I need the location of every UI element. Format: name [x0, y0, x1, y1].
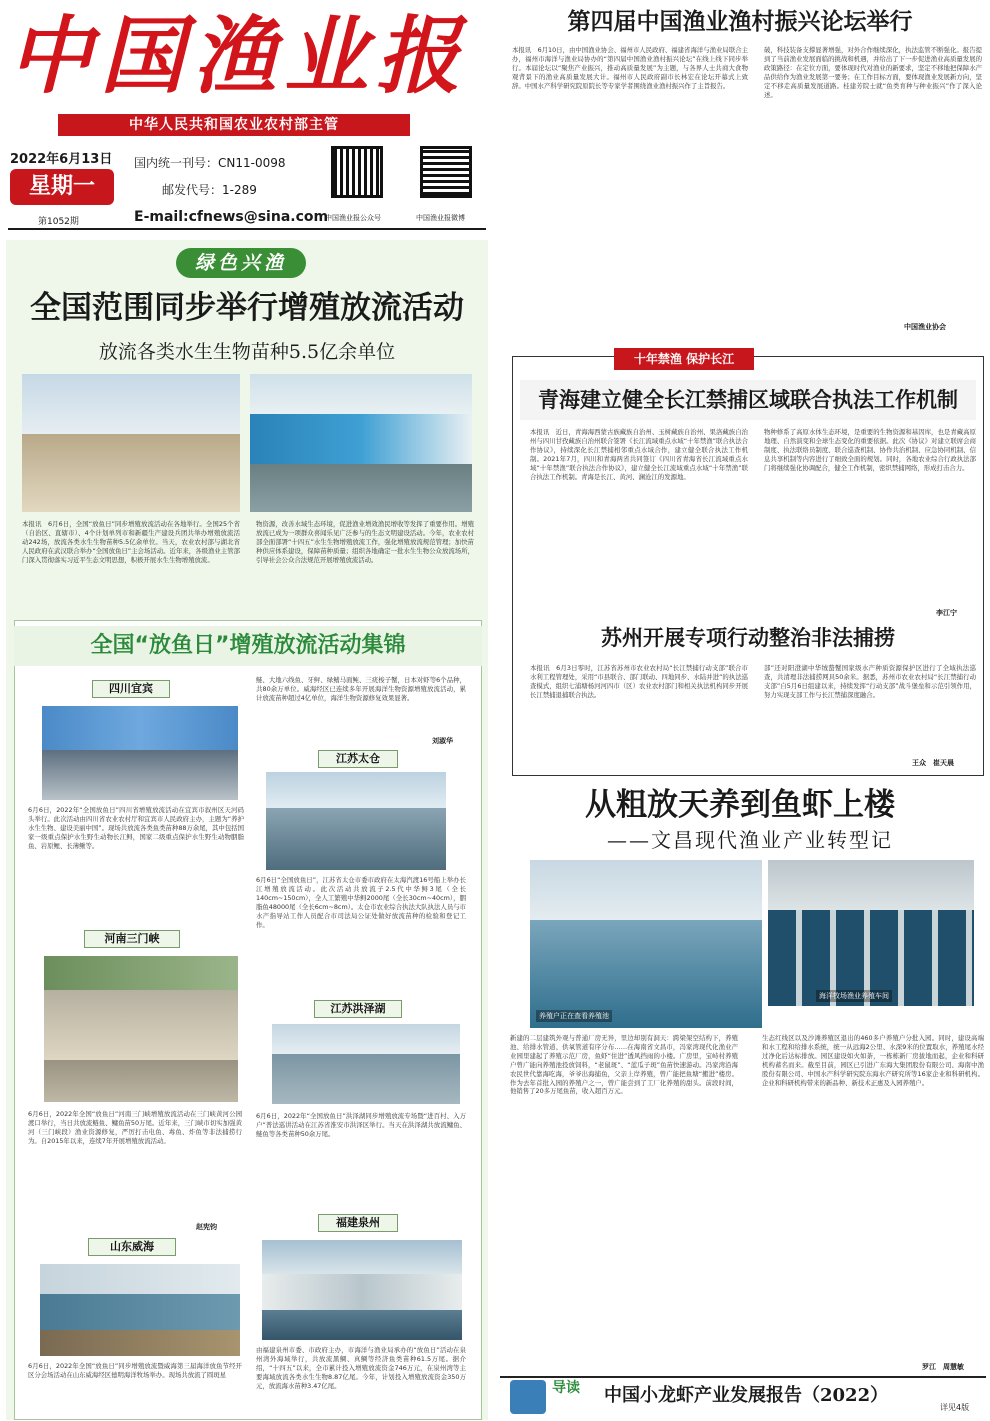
- wenchang-column-2: 生态红线区以及沙滩养殖区退出的460多户养殖户分批入园。同时，建设高端和水工程和给排水系统，统一从远海2公里、水深9米的位置取水，养殖尾水经过净化后达标排放。园区建设如火如荼，一栋栋新厂房拔地而起，企业和科研机构蓄名而来。截至目前，园区已引进广东海大集团股份有限公司、海南中渔股份有限公司、中国水产科学研究院东海水产研究所等16家企业和科研机构。企业和科研机构带来的新品种、新技术正惠及入园养殖户。: [762, 1034, 984, 1087]
- photo-taicang: [266, 772, 446, 870]
- collection-headline-bar: [14, 626, 482, 666]
- author-liu: 刘淑华: [432, 737, 453, 745]
- forum-column-1: 本报讯 6月10日，由中国渔业协会、福州市人民政府、福建省海洋与渔业局联合主办，福州市海洋与渔业局协办的“第四届中国渔业渔村振兴论坛”在线上线下同步举行。本届论坛以“聚焦产业振兴，推动高质量发展”为主题，与各界人士共商大食物观背景下的渔业高质量发展大计。福州市人民政府副市长林宏在论坛开幕式上致辞。中国水产科学研究院原院长等专家学者围绕渔业渔村振兴作了主旨报告。: [512, 46, 748, 90]
- newspaper-logo: 中国渔业报: [8, 6, 469, 105]
- yangtze-column-1: 本报讯 近日，青海海西蒙古族藏族自治州、玉树藏族自治州、果洛藏族自治州与四川甘孜藏族自治州联合签署《长江流域重点水域“十年禁渔”联合执法合作协议》，持续深化长江禁捕相邻重点水域合作，建立健全联合执法工作机制。2021年7月，四川和青海两省共同签订《四川省青海省长江流域重点水域“十年禁渔”联合执法合作协议》，建立健全长江流域重点水域“十年禁渔”联合执法工作机制。青海是长江、黄河、澜沧江的发源地。: [530, 428, 748, 481]
- suzhou-headline: 苏州开展专项行动整治非法捕捞: [601, 625, 895, 650]
- photo-henan: [44, 956, 238, 1102]
- caption-right: 海洋牧场渔业养殖车间: [816, 990, 892, 1002]
- wenchang-headline: 从粗放天养到鱼虾上楼: [585, 787, 895, 823]
- tag-henan: 河南三门峡: [84, 930, 180, 948]
- masthead-rule: [8, 228, 486, 230]
- issue-number: 第1052期: [38, 217, 79, 227]
- green-tag-text: 绿色兴渔: [194, 252, 287, 274]
- green-body-right: 物资源，改善水域生态环境，促进渔业增效渔民增收等发挥了重要作用。增殖放流已成为一项群众喜闻乐见广泛参与的生态文明建设活动。今年，农业农村部全面部署“十四五”水生生物增殖放流工作，强化增殖放流规范管理；加快苗种供应体系建设，保障苗种质量；组织各地确定一批水生生物公众放流场所，引导社会公众合法规范开展增殖放流活动。: [256, 520, 474, 564]
- text-taicang: 6月6日“全国放鱼日”，江苏省太仓市委市政府在太海汽渡16号船上举办长江增殖放流活动。此次活动共放流子2.5代中华鲟3尾（全长140cm~150cm），全人工繁殖中华鲟2000尾（全长30cm~40cm），胭脂鱼48000尾（全长6cm~8cm）。太仓市农业综合执法大队执法人员与市水产指导站工作人员配合市司法局公证处做好放流苗种的检验和登记工作。: [256, 876, 466, 929]
- green-subhead: 放流各类水生生物苗种5.5亿余单位: [98, 341, 396, 363]
- collection-headline: 全国“放鱼日”增殖放流活动集锦: [90, 633, 406, 658]
- yangtze-column-2: 物种修系了高原水体生态环境，是重要的生物资源和基因库，也是青藏高原地理、自然演变和全球生态变化的重要依据。此次《协议》对建立联席会商制度、执法联络员制度、联合巡查机制、协作共治机制、应急协同机制、信息共享机制等内容进行了细致全面的规划。同时，各地农业综合行政执法部门将继续强化协调配合，健全工作机制，密织禁捕网络，形成打击合力。: [764, 428, 976, 472]
- masthead-title: [8, 6, 494, 106]
- date: 2022年6月13日: [10, 152, 113, 167]
- caption-left: 养殖户正在查看养殖池: [536, 1010, 612, 1022]
- photo-wenchang-workshop: [768, 860, 974, 1006]
- preview-headline[interactable]: 中国小龙虾产业发展报告（2022）: [604, 1385, 889, 1406]
- text-hongze: 6月6日，2022年“全国放鱼日”洪泽湖同步增殖放流专场暨“进百村、入万户”普法巡讲活动在江苏省淮安市洪泽区举行。当天在洪泽湖共放流鳙鱼、鲢鱼等各类苗种50余万尾。: [256, 1112, 466, 1138]
- author-zhao: 赵宪钧: [196, 1223, 217, 1231]
- forum-byline: 中国渔业协会: [904, 323, 946, 331]
- text-shandong: 6月6日，2022年全国“放鱼日”同步增殖放流暨威海第三届海洋放鱼节经开区分会场活动在山东威海经区德明海洋牧场举办。现场共放流了圆斑星: [28, 1362, 242, 1379]
- release-photo-boat: [250, 374, 472, 512]
- wenchang-column-1: 新建的二层建筑外观与普通厂房无异，里边却别有洞天：跨梁架空结构下，养殖池、给排水管道、供氧管道有序分布……在海南省文昌市，冯家湾现代化渔业产业园里建起了养殖示范厂房，鱼虾“住进”透风挡雨的小楼。广房里，宝峙村养殖户曾广能向养殖池投放饲料，“老鼠斑”、“蓝瓜子斑”鱼苗快速游动。冯家湾沿海农民世代靠海吃海，爷爷出海捕鱼，父亲上岸养殖，曾广能把鱼塘“搬进”楼房。作为去年首批入园的养殖户之一，曾广能尝到了工厂化养殖的甜头。前段时间，他销售了20多万尾鱼苗，收入超百万元。: [510, 1034, 738, 1096]
- tag-shandong: 山东威海: [88, 1238, 176, 1256]
- green-body-left: 本报讯 6月6日，全国“放鱼日”同步增殖放流活动在各地举行。全国25个省（自治区、直辖市）、4个计划单列市和新疆生产建设兵团共举办增殖放流活动242场，放流各类水生生物苗种5.5亿余单位。当天，农业农村部与湖北省人民政府在武汉联合举办“全国放鱼日”主会场活动。近年来，各级渔业主管部门深入贯彻落实习近平生态文明思想，积极开展水生生物增殖放流。: [22, 520, 240, 564]
- cn-number: 国内统一刊号：CN11-0098: [134, 156, 286, 170]
- suzhou-column-2: 部”还对阳澄湖中华绒螯蟹国家级水产种质资源保护区进行了全域执法巡查，共清理非法捕捞网具50余米。据悉，苏州市农业农村局“长江禁捕行动支部”自5月6日组建以来，持续发挥“行动支部”战斗堡垒和示范引领作用，努力实现支部工作与长江禁捕深度融合。: [764, 664, 976, 699]
- sponsor-text: 中华人民共和国农业农村部主管: [129, 117, 339, 133]
- suzhou-author: 王众 崔天晨: [912, 759, 954, 767]
- forum-headline: 第四届中国渔业渔村振兴论坛举行: [567, 8, 913, 35]
- text-sichuan: 6月6日，2022年“全国放鱼日”四川省增殖放流活动在宜宾市叙州区天河码头举行。此次活动由四川省农业农村厅和宜宾市人民政府主办，主题为“养护水生生物、建设美丽中国”。现场共放流各类鱼类苗种88万余尾，其中包括国家一级重点保护水生野生动物长江鲟，国家二级重点保护水生野生动物胭脂鱼、岩原鲤、长薄鳅等。: [28, 806, 244, 850]
- tag-hongze: 江苏洪泽湖: [314, 1000, 402, 1018]
- email: E-mail:cfnews@sina.com: [134, 209, 329, 225]
- green-section-tag: [176, 248, 306, 278]
- photo-sichuan: [42, 706, 238, 800]
- photo-fujian: [262, 1240, 462, 1340]
- preview-tag: 导读: [552, 1380, 580, 1396]
- green-headline: 全国范围同步举行增殖放流活动: [30, 290, 464, 326]
- tag-taicang: 江苏太仓: [318, 750, 398, 768]
- photo-shandong: [40, 1264, 240, 1356]
- qr-caption-2: 中国渔业报微博: [416, 214, 465, 222]
- suzhou-column-1: 本报讯 6月3日零时，江苏省苏州市农业农村局“长江禁捕行动支部”联合市水利工程管理处，采用“市县联合、部门联动、四地同步、水陆并进”的执法巡查模式，组织七浦塘杨河河四市（区）农业农村部门和相关执法机构同步开展长江禁捕退捕联合执法。: [530, 664, 748, 699]
- forum-column-2: 破，科技装备支撑显著增强，对外合作继续深化，执法监管不断强化。报告提到了当前渔业发展面临的挑战和机遇，并给出了下一步促进渔业高质量发展的政策路径：在定位方面，要体现时代对渔业的新要求，坚定不移地把保障水产品供给作为渔业发展第一要务；在工作目标方面，要体现渔业发展新方向，坚定不移走高质量发展道路。桂建芳院士就“鱼类育种与种业振兴”作了深入论述。: [764, 46, 982, 99]
- text-sichuan-cont: 鲢、大地六线鱼、牙鲆、绿鳍马面鲀、三疣梭子蟹，日本对虾等6个品种，共80余万单位。威海经区已连续多年开展海洋生物资源增殖放流活动，累计放流苗种超过4亿单位，海洋生物资源修复效果显著。: [256, 676, 466, 702]
- sponsor-bar: [58, 114, 410, 136]
- wenchang-author: 罗江 周慧敏: [922, 1363, 964, 1371]
- qr-caption-1: 中国渔业报公众号: [325, 214, 381, 222]
- qr-code-1: [331, 146, 383, 198]
- text-fujian: 由福建泉州市委、市政府主办，市海洋与渔业局承办的“放鱼日”活动在泉州湾外海域举行，共放流黑鲷、真鲷等经济鱼类苗种61.5万尾。据介绍，“十四五”以来，全市累计投入增殖放流资金746万元，在泉州湾等主要海域放流各类水生生物8.87亿尾。今年，计划投入增殖放流资金350万元，放流海水苗种3.47亿尾。: [256, 1346, 466, 1390]
- tag-fujian: 福建泉州: [318, 1214, 398, 1232]
- preview-icon: [510, 1380, 546, 1414]
- wenchang-subhead: ——文昌现代渔业产业转型记: [607, 828, 893, 852]
- yangtze-headline: 青海建立健全长江禁捕区域联合执法工作机制: [538, 387, 958, 412]
- yangtze-headline-bar: [520, 380, 976, 420]
- postal-code: 邮发代号：1-289: [162, 183, 257, 197]
- weekday-text: 星期一: [28, 174, 95, 199]
- photo-hongze: [272, 1024, 460, 1104]
- yangtze-tag-text: 十年禁渔 保护长江: [633, 352, 735, 366]
- yangtze-tag: [614, 348, 754, 370]
- release-photo-officials: [22, 374, 240, 512]
- photo-wenchang-worker: [530, 860, 762, 1028]
- preview-page-note: 详见4版: [940, 1403, 970, 1412]
- text-henan: 6月6日，2022年全国“放鱼日”河南三门峡增殖放流活动在三门峡黄河公园渡口举行，当日共放流鲢鱼、鳙鱼苗50万尾。近年来，三门峡市切实加强黄河（三门峡段）渔业资源修复，严厉打击电鱼、毒鱼、炸鱼等非法捕捞行为。自2015年以来，连续7年开展增殖放流活动。: [28, 1110, 242, 1145]
- yangtze-author: 李江宁: [936, 609, 957, 617]
- qr-code-2: [420, 146, 472, 198]
- weekday-badge: [10, 169, 114, 205]
- tag-sichuan: 四川宜宾: [92, 680, 170, 698]
